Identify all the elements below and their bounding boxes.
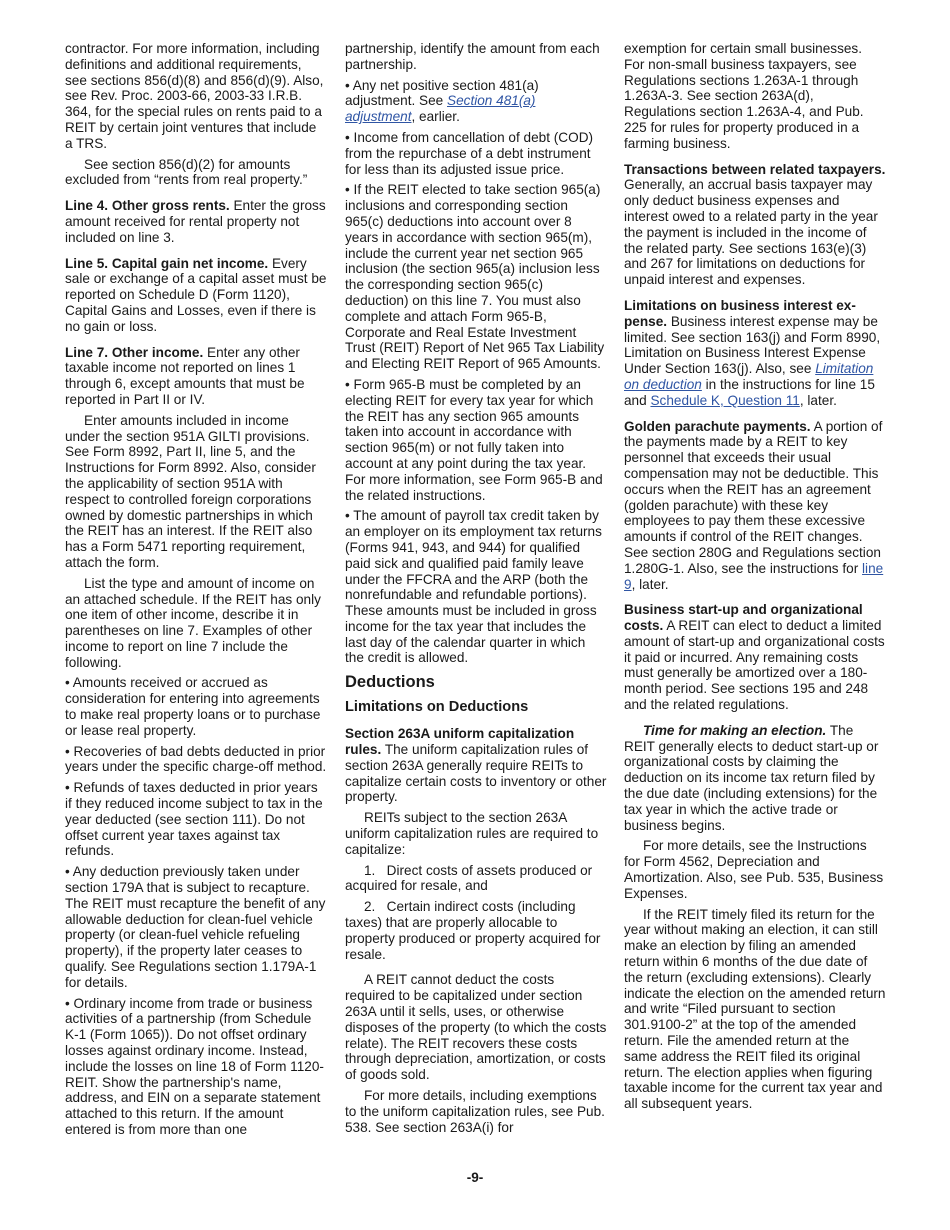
bullet-text: Any deduction previously taken under section 179A that is subject to recapture. The REIT must recapture the benefit of any allowable deduction for clean-fuel vehicle property (or clean-fuel vehicle refueling property), if the property later ceases to qualify. See Regulations section 1.179A-1 for details. — [65, 864, 326, 990]
bullet-text: Ordinary income from trade or business activities of a partnership (from Schedule K-1 (Form 1065)). Do not offset ordinary losses against ordinary income. Instead, include the losses on line 18 of Form 1120-REIT. Show the partnership's name, address, and EIN on a separate statement attached to this return. If the amount entered is from more than one — [65, 995, 324, 1137]
interest-limitation-heading: Limitations on business interest expense. — [624, 297, 856, 329]
schedule-k-question-11-link[interactable]: Schedule K, Question 11 — [650, 392, 800, 408]
deductions-heading: Deductions — [345, 673, 435, 692]
bullet-item: • Any deduction previously taken under section 179A that is subject to recapture. The REIT must recapture the benefit of any allowable deduction for clean-fuel vehicle property (or clean-fuel vehicle refueling property), if the property later ceases to qualify. See Regulations section 1.179A-1 for details. — [65, 864, 326, 990]
limitations-heading: Limitations on Deductions — [345, 699, 529, 716]
interest-limitation-text: Business interest expense may be limited. See section 163(j) and Form 8990, Limitation on Business Interest Expense Under Section 163(j). Also, see — [624, 313, 881, 377]
related-taxpayers-text: Generally, an accrual basis taxpayer may only deduct business expenses and interest owed to a related party in the year the payment is included in the income of the related party. See sections 163(e)(3) and 267 for limitations on deductions for unpaid interest and expenses. — [624, 177, 878, 288]
bullet-item: • Refunds of taxes deducted in prior years if they reduced income subject to tax in the year deducted (see section 111). Do not offset current year taxes against tax refunds. — [65, 780, 323, 859]
paragraph-related-taxpayers — [624, 162, 886, 288]
paragraph-time-for-election — [624, 723, 886, 834]
time-for-election-heading: Time for making an election. — [643, 722, 827, 738]
golden-parachute-text: A portion of the payments made by a REIT to key personnel that exceeds their usual compensation may not be deductible. This occurs when the REIT has an agreement (golden parachute) with these key employees to pay them these excessive amounts if control of the REIT changes. See section 280G and Regulations section 1.280G-1. Also, see the instructions for — [624, 418, 883, 576]
paragraph: exemption for certain small businesses. For non-small business taxpayers, see Regulations sections 1.263A-1 through 1.263A-3. See section 263A(d), Regulations section 1.263A-4, and Pub. 225 for rules for property produced in a farming business. — [624, 41, 864, 151]
line-7-text: Enter any other taxable income not reported on lines 1 through 6, except amounts that must be reported in Part II or IV. — [65, 344, 305, 407]
bullet-text: Recoveries of bad debts deducted in prior years under the specific charge-off method. — [65, 743, 327, 775]
line-7-heading: Line 7. Other income. — [65, 344, 204, 360]
paragraph: A REIT cannot deduct the costs required to be capitalized under section 263A until it sells, uses, or otherwise disposes of the property (to which the costs relate). The REIT recovers these costs through depreciation, amortization, or costs of goods sold. — [345, 972, 607, 1083]
start-up-costs-heading: Business start-up and organizational costs. — [624, 602, 863, 634]
paragraph-line-5 — [65, 256, 327, 335]
paragraph-line-4 — [65, 198, 327, 245]
paragraph: For more details, see the Instructions for Form 4562, Depreciation and Amortization. Also, see Pub. 535, Business Expenses. — [624, 838, 884, 901]
line-4-text: Enter the gross amount received for rental property not included on line 3. — [65, 198, 326, 245]
line-9-link[interactable]: line 9 — [624, 560, 884, 592]
golden-parachute-text: , later. — [631, 576, 669, 592]
section-263a-heading: Section 263A uniform capitalization rules. — [345, 726, 575, 758]
bullet-item: • Any net positive section 481(a) adjustment. See Section 481(a) adjustment, earlier. — [345, 77, 539, 125]
bullet-text: Income from cancellation of debt (COD) from the repurchase of a debt instrument for less than its adjusted issue price. — [345, 129, 594, 177]
bullet-item: • Form 965-B must be completed by an electing REIT for every tax year for which the REIT has any section 965 amounts taken into account in accordance with section 965(m) or not fully taken into account at any point during the tax year. For more information, see Form 965-B and the related instructions. — [345, 376, 603, 503]
paragraph-start-up-costs — [624, 602, 886, 713]
bullet-text: , earlier. — [411, 109, 460, 125]
bullet-text: Any net positive section 481(a) adjustment. See — [345, 77, 539, 109]
column-3 — [624, 41, 886, 1117]
bullet-text: Refunds of taxes deducted in prior years if they reduced income subject to tax in the year deducted (see section 111). Do not offset current year taxes against tax refunds. — [65, 780, 323, 859]
paragraph-section-263a — [345, 726, 607, 805]
start-up-costs-text: A REIT can elect to deduct a limited amount of start-up and organizational costs it paid or incurred. Any remaining costs must generally be amortized over a 180-month period. See sections 195 and 248 and the related regulations. — [624, 618, 885, 713]
bullet-text: Form 965-B must be completed by an electing REIT for every tax year for which the REIT has any section 965 amounts taken into account in accordance with section 965(m) or not fully taken into account at any point during the tax year. For more information, see Form 965-B and the related instructions. — [345, 376, 603, 503]
paragraph: contractor. For more information, including definitions and additional requirements, see sections 856(d)(8) and 856(d)(9). Also, see Rev. Proc. 2003-66, 2003-33 I.R.B. 364, for the special rules on rents paid to a REIT by certain joint ventures that include a TRS. — [65, 41, 324, 151]
paragraph: partnership, identify the amount from each partnership. — [345, 41, 600, 72]
paragraph-golden-parachute — [624, 419, 886, 593]
paragraph-line-7 — [65, 345, 327, 408]
paragraph: Enter amounts included in income under the section 951A GILTI provisions. See Form 8992, Part II, line 5, and the Instructions for Form 8992. Also, consider the applicability of section 951A with respect to controlled foreign corporations owned by domestic partnerships in which the REIT has an interest. If the REIT also has a Form 5471 reporting requirement, attach the form. — [65, 412, 316, 570]
bullet-item: • If the REIT elected to take section 965(a) inclusions and corresponding section 965(c) deductions into account over 8 years in accordance with section 965(m), include the current year net section 965 inclusion (the section 965(a) inclusion less the corresponding section 965(c) deduction) on this line 7. You must also complete and attach Form 965-B, Corporate and Real Estate Investment Trust (REIT) Report of Net 965 Tax Liability and Electing REIT Report of 965 Amounts. — [345, 182, 605, 372]
numbered-item: 2. Certain indirect costs (including taxes) that are properly allocable to property produced or property acquired for resale. — [345, 899, 605, 962]
bullet-item: • The amount of payroll tax credit taken by an employer on its employment tax returns (Forms 941, 943, and 944) for qualified paid sick and qualified paid family leave under the FFCRA and the ARP (both the nonrefundable and refundable portions). These amounts must be included in gross income for the tax year that includes the last day of the calendar quarter in which the credit is allowed. — [345, 508, 602, 666]
time-for-election-text: The REIT generally elects to deduct start-up or organizational costs by claiming the deduction on its income tax return filed by the due date (including extensions) for the tax year in which the active trade or business begins. — [624, 722, 879, 833]
interest-limitation-text: in the instructions for line 15 and — [624, 376, 875, 408]
page-number: -9- — [466, 1170, 484, 1185]
paragraph: For more details, including exemptions to the uniform capitalization rules, see Pub. 538. See section 263A(i) for — [345, 1088, 605, 1135]
bullet-text: Amounts received or accrued as consideration for entering into agreements to make real property loans or to purchase or lease real property. — [65, 675, 321, 738]
numbered-item: 1. Direct costs of assets produced or acquired for resale, and — [345, 862, 596, 894]
related-taxpayers-heading: Transactions between related taxpayers. — [624, 161, 886, 177]
paragraph: List the type and amount of income on an attached schedule. If the REIT has only one item of other income, describe it in parentheses on line 7. Examples of other income to report on line 7 include the following. — [65, 575, 321, 670]
paragraph-interest-limitation — [624, 298, 886, 409]
bullet-text: The amount of payroll tax credit taken by an employer on its employment tax returns (Forms 941, 943, and 944) for qualified paid sick and qualified paid family leave under the FFCRA and the ARP (both the nonrefundable and refundable portions). These amounts must be included in gross income for the tax year that includes the last day of the calendar quarter in which the credit is allowed. — [345, 508, 602, 666]
line-4-heading: Line 4. Other gross rents. — [65, 198, 230, 214]
bullet-item: • Amounts received or accrued as consideration for entering into agreements to make real property loans or to purchase or lease real property. — [65, 675, 321, 738]
paragraph: REITs subject to the section 263A uniform capitalization rules are required to capitalize: — [345, 810, 599, 857]
bullet-item: • Ordinary income from trade or business activities of a partnership (from Schedule K-1 (Form 1065)). Do not offset ordinary losses against ordinary income. Instead, include the losses on line 18 of Form 1120-REIT. Show the partnership's name, address, and EIN on a separate statement attached to this return. If the amount entered is from more than one — [65, 995, 324, 1137]
paragraph: See section 856(d)(2) for amounts excluded from “rents from real property.” — [65, 156, 308, 188]
line-5-text: Every sale or exchange of a capital asset must be reported on Schedule D (Form 1120), Capital Gains and Losses, even if there is no gain or loss. — [65, 255, 327, 334]
bullet-item: • Recoveries of bad debts deducted in prior years under the specific charge-off method. — [65, 743, 327, 775]
bullet-text: If the REIT elected to take section 965(a) inclusions and corresponding section 965(c) deductions into account over 8 years in accordance with section 965(m), include the current year net section 965 inclusion (the section 965(a) inclusion less the corresponding section 965(c) deduction) on this line 7. You must also complete and attach Form 965-B, Corporate and Real Estate Investment Trust (REIT) Report of Net 965 Tax Liability and Electing REIT Report of 965 Amounts. — [345, 182, 605, 372]
golden-parachute-heading: Golden parachute payments. — [624, 418, 811, 434]
section-263a-text: The uniform capitalization rules of section 263A generally require REITs to capitalize certain costs to inventory or other property. — [345, 742, 607, 805]
column-2 — [345, 41, 607, 1140]
limitation-on-deduction-link[interactable]: Limitation on deduction — [624, 361, 874, 392]
interest-limitation-text: , later. — [799, 392, 837, 408]
line-5-heading: Line 5. Capital gain net income. — [65, 255, 269, 271]
section-481a-link[interactable]: Section 481(a) adjustment — [345, 93, 536, 125]
bullet-item: • Income from cancellation of debt (COD) from the repurchase of a debt instrument for less than its adjusted issue price. — [345, 129, 594, 177]
column-1 — [65, 41, 327, 1143]
paragraph: If the REIT timely filed its return for the year without making an election, it can still make an election by filing an amended return within 6 months of the due date of the return (excluding extensions). Clearly indicate the election on the amended return and write “Filed pursuant to section 301.9100-2” at the top of the amended return. File the amended return at the same address the REIT filed its original return. The election applies when figuring taxable income for the current tax year and all subsequent years. — [624, 906, 886, 1112]
